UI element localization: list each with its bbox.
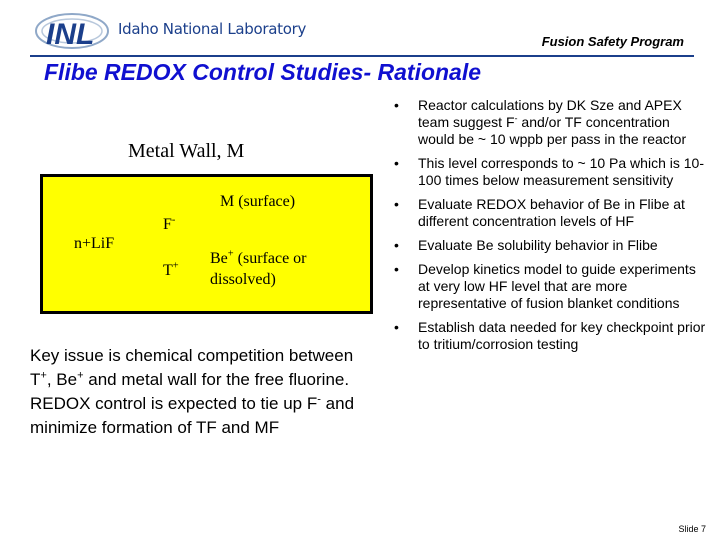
bullet-icon: • <box>394 261 399 277</box>
rationale-list <box>394 97 706 360</box>
bullet-icon: • <box>394 237 399 253</box>
tritium-ion-label: T+ <box>163 260 179 279</box>
beryllium-ion-label: Be+ (surface or dissolved) <box>210 248 307 288</box>
page-title: Flibe REDOX Control Studies- Rationale <box>44 59 482 85</box>
surface-label: M (surface) <box>220 193 296 210</box>
logo-wordmark: Idaho National Laboratory <box>118 20 307 38</box>
svg-text:INL: INL <box>46 18 95 51</box>
key-issue-text: Key issue is chemical competition between T+, Be+ and metal wall for the free fluorine. REDOX control is expected to tie up F- and minimize formation of TF and MF <box>30 346 355 437</box>
program-name: Fusion Safety Program <box>541 34 684 49</box>
header-divider <box>30 55 694 57</box>
bullet-icon: • <box>394 97 399 113</box>
nlif-label: n+LiF <box>74 235 115 252</box>
bullet-icon: • <box>394 319 399 335</box>
list-item: • Evaluate REDOX behavior of Be in Flibe at different concentration levels of HF <box>394 196 685 229</box>
metal-wall-label: Metal Wall, M <box>128 140 245 162</box>
list-item: • Establish data needed for key checkpoint prior to tritium/corrosion testing <box>394 319 706 352</box>
list-item: • This level corresponds to ~ 10 Pa which is 10-100 times below measurement sensitivity <box>394 155 704 188</box>
list-item: • Develop kinetics model to guide experiments at very low HF level that are more representative of fusion blanket conditions <box>394 261 696 311</box>
bullet-icon: • <box>394 196 399 212</box>
slide-number: Slide 7 <box>678 524 706 534</box>
fluoride-ion-label: F- <box>163 214 176 233</box>
list-item: • Evaluate Be solubility behavior in Flibe <box>394 237 658 253</box>
list-item: • Reactor calculations by DK Sze and APEX team suggest F- and/or TF concentration would be ~ 10 wppb per pass in the reactor <box>394 97 687 147</box>
bullet-icon: • <box>394 155 399 171</box>
